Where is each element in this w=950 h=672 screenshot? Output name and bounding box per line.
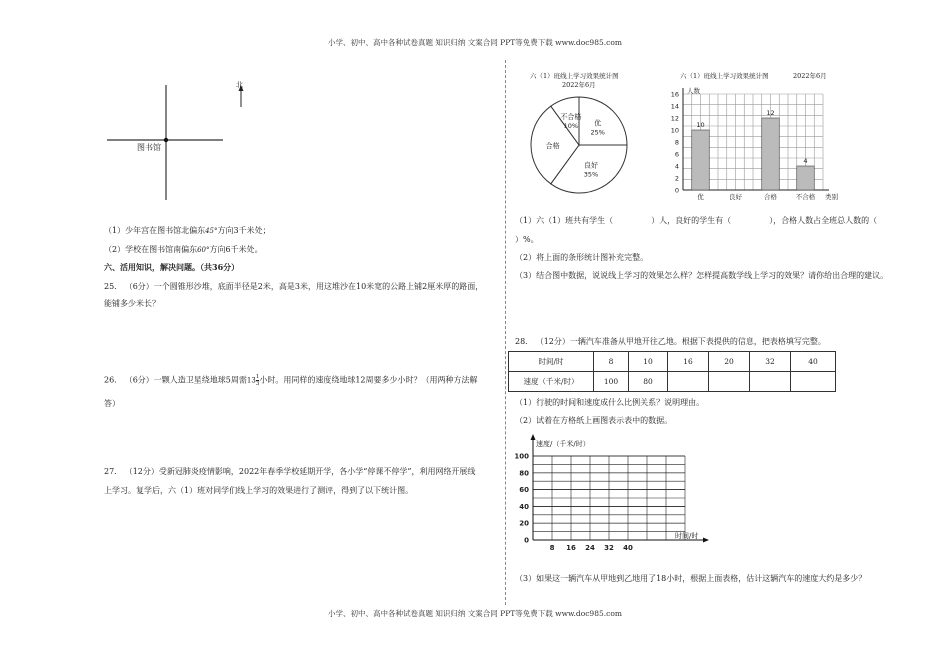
bar-value-label: 10 [696,121,705,129]
grid-y-tick: 40 [519,502,529,511]
direction-map [95,75,255,205]
table-cell [668,372,709,392]
grid-y-label: 速度/（千米/时） [536,440,590,448]
table-row-speed [509,372,836,392]
table-cell: 8 [594,352,629,372]
q28-part2: （2）试着在方格纸上画图表示表中的数据。 [515,416,673,425]
pie-label-3: 不合格 [560,112,582,121]
table-cell: 40 [791,352,836,372]
table-cell [791,372,836,392]
bar-subtitle: 2022年6月 [793,72,827,80]
section6-title: 六、活用知识，解决问题。（共36分） [104,262,240,272]
grid-y-tick: 0 [524,536,529,545]
bar-category-label: 合格 [764,193,777,201]
grid-x-label: 时间/时 [675,532,699,540]
bar-y-label: 人数 [687,87,700,95]
north-label: 北 [236,81,243,89]
q26-line2: 答） [104,399,120,408]
bar-category-label: 不合格 [795,193,816,201]
q28-part1: （1）行驶的时间和速度成什么比例关系？说明理由。 [515,398,705,407]
grid-x-tick: 40 [623,544,633,552]
grid-x-tick: 24 [585,544,595,552]
pie-label-0: 优 [594,119,602,128]
bar-y-tick: 2 [674,174,679,183]
bar-category-label: 优 [697,193,704,201]
bar-chart [665,80,845,205]
table-cell: 100 [594,372,629,392]
grid-y-tick: 100 [514,452,529,461]
pie-label-2: 合格 [545,142,560,150]
table-cell: 20 [709,352,750,372]
bar-2 [762,118,780,190]
bar-y-tick: 8 [674,138,679,147]
table-cell [750,372,791,392]
bar-title: 六（1）班线上学习效果统计图 [680,72,769,80]
library-label: 图书馆 [137,143,161,152]
pie-subtitle: 2022年6月 [562,81,596,89]
bar-value-label: 12 [766,109,775,117]
q27-part1-end: ）%。 [515,235,539,244]
q24-part1: （1）少年宫在图书馆北偏东45°方向3千米处； [104,226,271,235]
bar-y-tick: 16 [670,90,679,99]
bar-3 [797,166,815,190]
grid-x-tick: 8 [549,544,555,552]
bar-y-tick: 10 [670,126,679,135]
bar-y-tick: 4 [674,162,679,171]
grid-y-tick: 20 [519,519,529,528]
pie-chart [528,94,630,196]
speed-time-table [508,351,836,392]
bar-y-tick: 12 [670,114,679,123]
bar-y-tick: 6 [674,150,679,159]
bar-category-label: 良好 [729,193,742,201]
table-header-speed: 速度（千米/时） [509,372,594,392]
q27-part1: （1）六（1）班共有学生（ ）人，良好的学生有（ ），合格人数占全班总人数的（ [515,216,878,225]
pie-pct-3: 10% [563,121,579,130]
pie-label-1: 良好 [583,161,598,170]
q28-part3: （3）如果这一辆汽车从甲地到乙地用了18小时，根据上面表格，估计这辆汽车的速度大约是多少？ [515,574,867,583]
table-cell: 32 [750,352,791,372]
q26-line1: 26． （6分）一颗人造卫星绕地球5周需13 $\frac{1}{3}$ 小时。用同样的速度绕地球12周要多少小时？（用两种方法解 [104,374,478,387]
grid-x-tick: 16 [566,544,576,552]
q25-line2: 能铺多少米长？ [104,299,160,308]
page-footer: 小学、初中、高中各种试卷真题 知识归纳 文案合同 PPT等免费下载 www.doc985.com [328,609,622,618]
pie-title: 六（1）班线上学习效果统计图 [530,72,619,80]
grid-y-arrow [531,434,536,440]
grid-chart [505,432,715,557]
q27-part3: （3）结合图中数据，说说线上学习的效果怎么样？怎样提高数学线上学习的效果？请你给出合理的建议。 [515,271,889,280]
pie-slice-0 [579,97,627,145]
q28-title: 28． （12分）一辆汽车准备从甲地开往乙地。根据下表提供的信息，把表格填写完整。 [515,337,826,346]
q25-line1: 25． （6分）一个圆锥形沙堆，底面半径是2米，高是3米，用这堆沙在10米宽的公路上铺2厘米厚的路面， [104,282,484,291]
table-cell [709,372,750,392]
page-header: 小学、初中、高中各种试卷真题 知识归纳 文案合同 PPT等免费下载 www.doc985.com [328,38,622,47]
q27-line1: 27． （12分）受新冠肺炎疫情影响，2022年春季学校延期开学，各小学“停课不停学”，利用网络开展线 [104,467,476,476]
q27-line2: 上学习。复学后，六（1）班对同学们线上学习的效果进行了测评，得到了以下统计图。 [104,486,414,495]
grid-x-arrow [703,538,709,543]
bar-y-tick: 14 [670,102,679,111]
table-header-time: 时间/时 [509,352,594,372]
grid-y-tick: 60 [519,486,529,495]
grid-x-tick: 32 [604,544,614,552]
table-cell: 80 [629,372,668,392]
library-point [164,138,168,142]
pie-pct-1: 35% [583,170,599,179]
bar-x-label: 类别 [825,193,838,201]
table-cell: 16 [668,352,709,372]
table-cell: 10 [629,352,668,372]
q24-part2: （2）学校在图书馆南偏东60°方向6千米处。 [104,245,263,254]
bar-value-label: 4 [803,157,808,165]
q27-part2: （2）将上面的条形统计图补充完整。 [515,253,649,262]
pie-pct-0: 25% [590,128,605,137]
table-row-time [509,352,836,372]
bar-0 [692,130,710,190]
grid-y-tick: 80 [519,469,529,478]
bar-y-tick: 0 [674,186,679,195]
